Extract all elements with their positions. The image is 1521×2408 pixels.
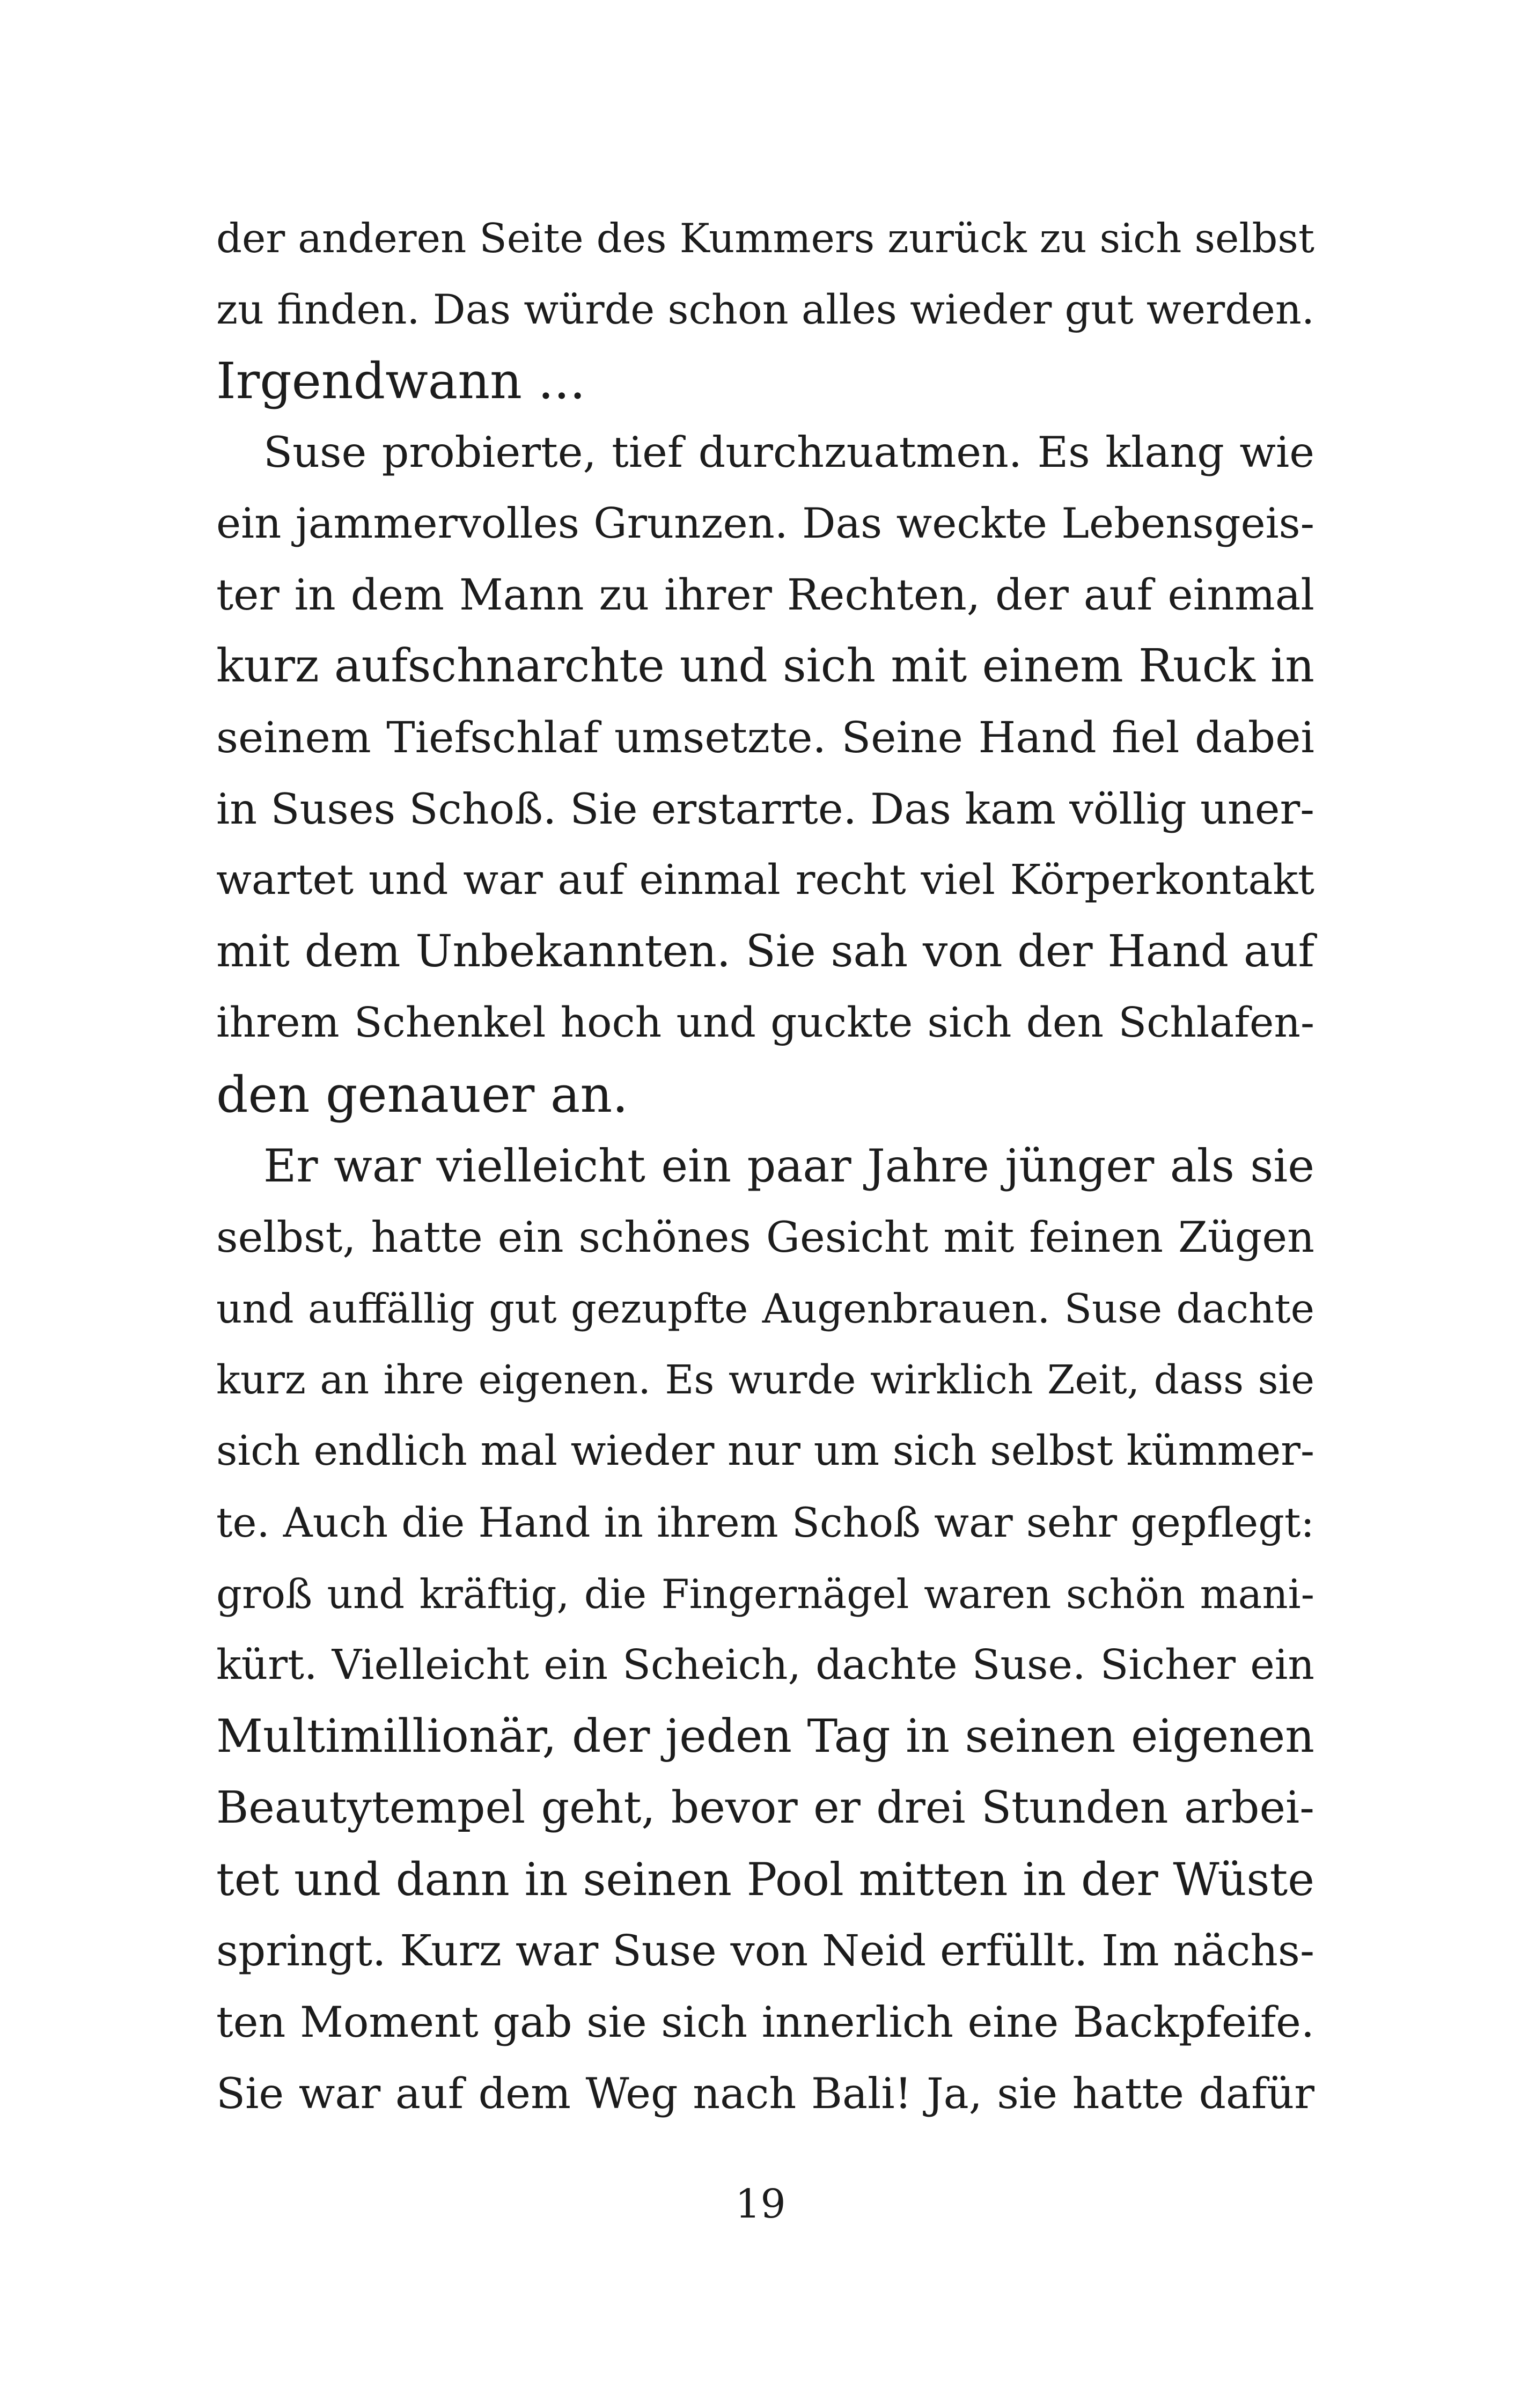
text-line: mit dem Unbekannten. Sie sah von der Hand auf [216,926,1314,977]
text-line: Er war vielleicht ein paar Jahre jünger als sie [263,1140,1314,1192]
text-line: ten Moment gab sie sich innerlich eine Backpfeife. [216,1998,1314,2047]
text-line: kurz aufschnarchte und sich mit einem Ruck in [216,640,1314,693]
text-line: Beautytempel geht, bevor er drei Stunden arbei- [216,1782,1314,1833]
text-line: seinem Tiefschlaf umsetzte. Seine Hand fiel dabei [216,713,1314,762]
text-line: zu finden. Das würde schon alles wieder gut werden. [216,285,1314,333]
text-line: te. Auch die Hand in ihrem Schoß war sehr gepflegt: [216,1499,1314,1546]
text-line: Irgendwann ... [216,352,586,410]
text-line: Sie war auf dem Weg nach Bali! Ja, sie hatte dafür [216,2069,1314,2118]
text-line: den genauer an. [216,1066,628,1124]
text-line: in Suses Schoß. Sie erstarrte. Das kam völlig uner- [216,784,1314,834]
text-line: kürt. Vielleicht ein Scheich, dachte Suse. Sicher ein [216,1641,1314,1689]
text-line: und auffällig gut gezupfte Augenbrauen. Suse dachte [216,1285,1314,1332]
text-line: ter in dem Mann zu ihrer Rechten, der auf einmal [216,570,1314,620]
text-line: Suse probierte, tief durchzuatmen. Es klang wie [263,428,1314,477]
text-line: groß und kräftig, die Fingernägel waren schön mani- [216,1570,1314,1618]
text-line: springt. Kurz war Suse von Neid erfüllt. Im nächs- [216,1926,1314,1976]
text-line: wartet und war auf einmal recht viel Körperkontakt [216,856,1314,904]
text-line: Multimillionär, der jeden Tag in seinen eigenen [216,1710,1314,1763]
text-line: ihrem Schenkel hoch und guckte sich den Schlafen- [216,999,1314,1047]
text-line: ein jammervolles Grunzen. Das weckte Lebensgeis- [216,500,1314,548]
text-line: selbst, hatte ein schönes Gesicht mit feinen Zügen [216,1213,1314,1262]
text-line: kurz an ihre eigenen. Es wurde wirklich Zeit, dass sie [216,1357,1314,1403]
text-line: tet und dann in seinen Pool mitten in der Wüste [216,1853,1314,1906]
text-line: sich endlich mal wieder nur um sich selbst kümmer- [216,1427,1314,1475]
text-line: der anderen Seite des Kummers zurück zu sich selbst [216,215,1314,262]
page-number: 19 [735,2181,786,2227]
